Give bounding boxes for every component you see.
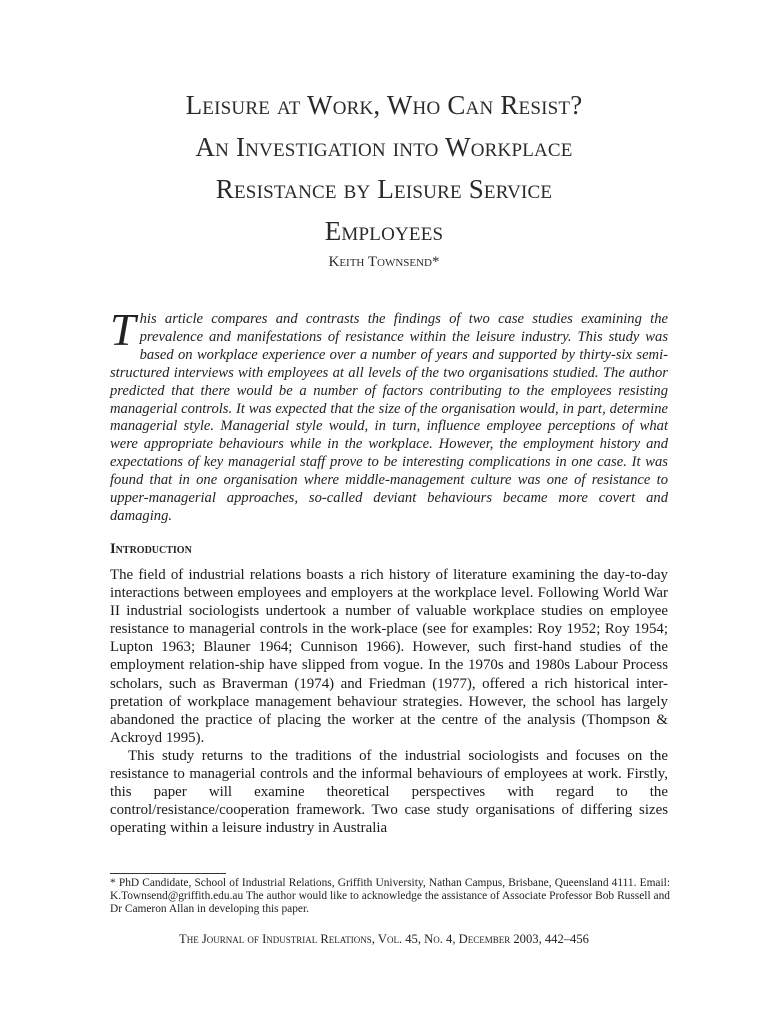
footnote: * PhD Candidate, School of Industrial Relations, Griffith University, Nathan Campus, Brisbane, Queensland 4111. Email: K.Townsend@griffith.edu.au The author would like to acknowledge the assistance of Associate Professor Bob Russell and Dr Cameron Allan in developing this paper. (110, 877, 670, 916)
title-line: Resistance by Leisure Service (215, 174, 553, 204)
body-paragraph: The field of industrial relations boasts a rich history of literature examining the day-to-day interactions between employees and employers at the workplace level. Following World War II industrial sociologists undertook a number of valuable workplace studies on employee resistance to managerial controls in the work-place (see for examples: Roy 1952; Roy 1954; Lupton 1963; Blauner 1964; Cunnison 1966). However, such first-hand studies of the employment relation-ship have slipped from vogue. In the 1970s and 1980s Labour Process scholars, such as Braverman (1974) and Friedman (1977), offered a rich historical inter-pretation of workplace management behaviour strategies. However, the school has largely abandoned the practice of placing the worker at the centre of the analysis (Thompson & Ackroyd 1995). (110, 567, 668, 746)
abstract-text: his article compares and contrasts the findings of two case studies examining the prevalence and manifestations of resistance within the leisure industry. This study was based on workplace experience over a number of years and supported by thirty-six semi-structured interviews with employees at all levels of the two organisations studied. The author predicted that there would be a number of factors contributing to the employees resisting managerial controls. It was expected that the size of the organisation would, in part, determine managerial style. Managerial style would, in turn, influence employee perceptions of what were appropriate behaviours while in the workplace. However, the employment history and expectations of key managerial staff prove to be interesting complications in one case. It was found that in one organisation where middle-management culture was one of resistance to upper-managerial approaches, so-called deviant behaviours became more covert and damaging. (110, 311, 668, 524)
footnote-divider (110, 873, 226, 874)
journal-citation: The Journal of Industrial Relations, Vol. 45, No. 4, December 2003, 442–456 (179, 932, 589, 946)
author-name: Keith Townsend* (328, 254, 440, 270)
section-heading-introduction: Introduction (110, 541, 192, 557)
title-line: Employees (324, 216, 444, 246)
title-line: Leisure at Work, Who Can Resist? (185, 90, 583, 120)
abstract (110, 304, 668, 526)
title-line: An Investigation into Workplace (195, 132, 573, 162)
body-text (110, 566, 668, 837)
body-paragraph: This study returns to the traditions of the industrial sociologists and focuses on the resistance to managerial controls and the informal behaviours of employees at work. Firstly, this paper will examine theoretical perspectives with regard to the control/resistance/cooperation framework. Two case study organisations of differing sizes operating within a leisure industry in Australia (110, 747, 668, 837)
article-title (60, 84, 708, 252)
drop-cap: T (110, 304, 136, 355)
